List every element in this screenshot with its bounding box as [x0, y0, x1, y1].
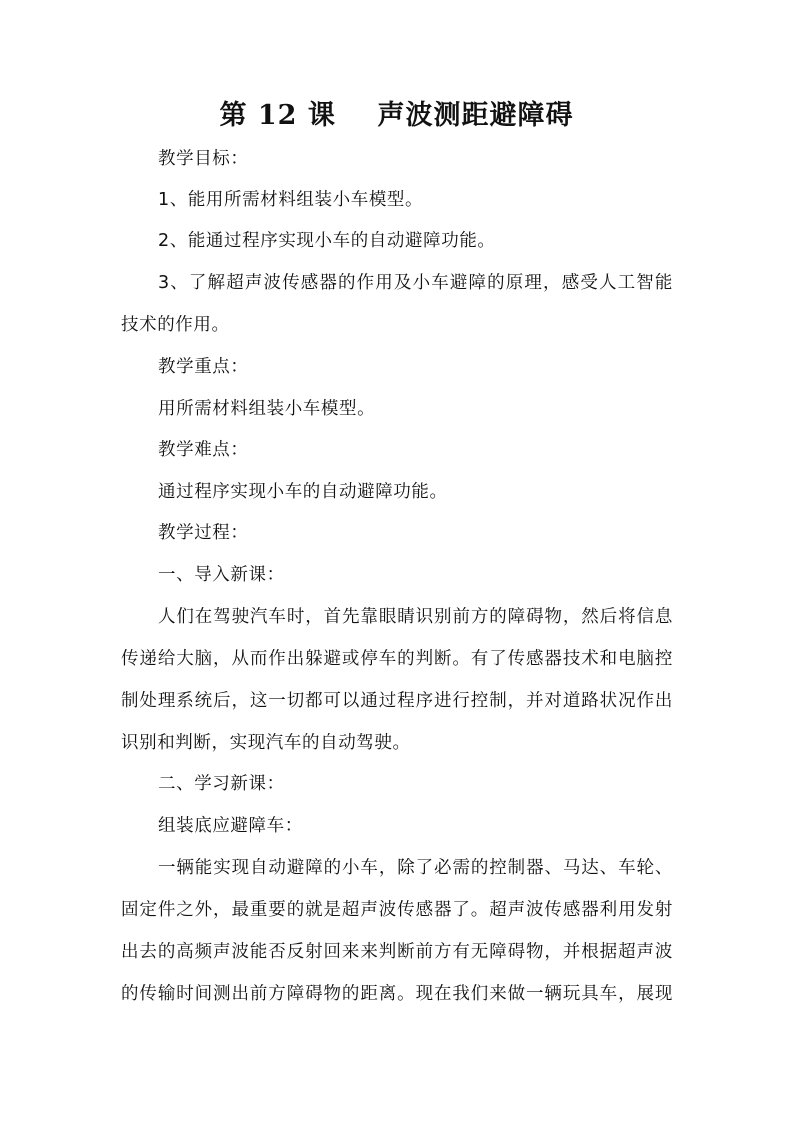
- section-intro-heading: 一、导入新课：: [158, 565, 285, 585]
- intro-paragraph-line-4: 识别和判断，实现汽车的自动驾驶。: [121, 733, 411, 753]
- intro-paragraph-line-1: 人们在驾驶汽车时，首先靠眼睛识别前方的障碍物，然后将信息: [158, 607, 673, 627]
- heading-key-points: 教学重点：: [158, 357, 249, 377]
- lesson-title: 第 12 课 声波测距避障碍: [219, 100, 574, 131]
- goal-item-2: 2、能通过程序实现小车的自动避障功能。: [158, 231, 496, 251]
- goal-item-3: 3、了解超声波传感器的作用及小车避障的原理，感受人工智能: [158, 273, 673, 293]
- intro-paragraph-line-2: 传递给大脑，从而作出躲避或停车的判断。有了传感器技术和电脑控: [121, 649, 673, 669]
- body-paragraph-line-3: 出去的高频声波能否反射回来来判断前方有无障碍物，并根据超声波: [121, 942, 673, 962]
- body-paragraph-line-2: 固定件之外，最重要的就是超声波传感器了。超声波传感器利用发射: [121, 900, 673, 920]
- key-point-text: 用所需材料组装小车模型。: [158, 399, 376, 419]
- goal-item-3-cont: 技术的作用。: [121, 315, 230, 335]
- body-paragraph-line-4: 的传输时间测出前方障碍物的距离。现在我们来做一辆玩具车，展现: [121, 984, 673, 1004]
- goal-item-1: 1、能用所需材料组装小车模型。: [158, 190, 424, 210]
- subsection-heading: 组装底应避障车：: [158, 816, 303, 836]
- heading-teaching-goals: 教学目标：: [158, 149, 249, 169]
- heading-teaching-process: 教学过程：: [158, 523, 249, 543]
- heading-difficulties: 教学难点：: [158, 440, 249, 460]
- body-paragraph-line-1: 一辆能实现自动避障的小车，除了必需的控制器、马达、车轮、: [158, 858, 673, 878]
- intro-paragraph-line-3: 制处理系统后，这一切都可以通过程序进行控制，并对道路状况作出: [121, 691, 673, 711]
- difficulty-text: 通过程序实现小车的自动避障功能。: [158, 482, 448, 502]
- section-new-lesson-heading: 二、学习新课：: [158, 774, 285, 794]
